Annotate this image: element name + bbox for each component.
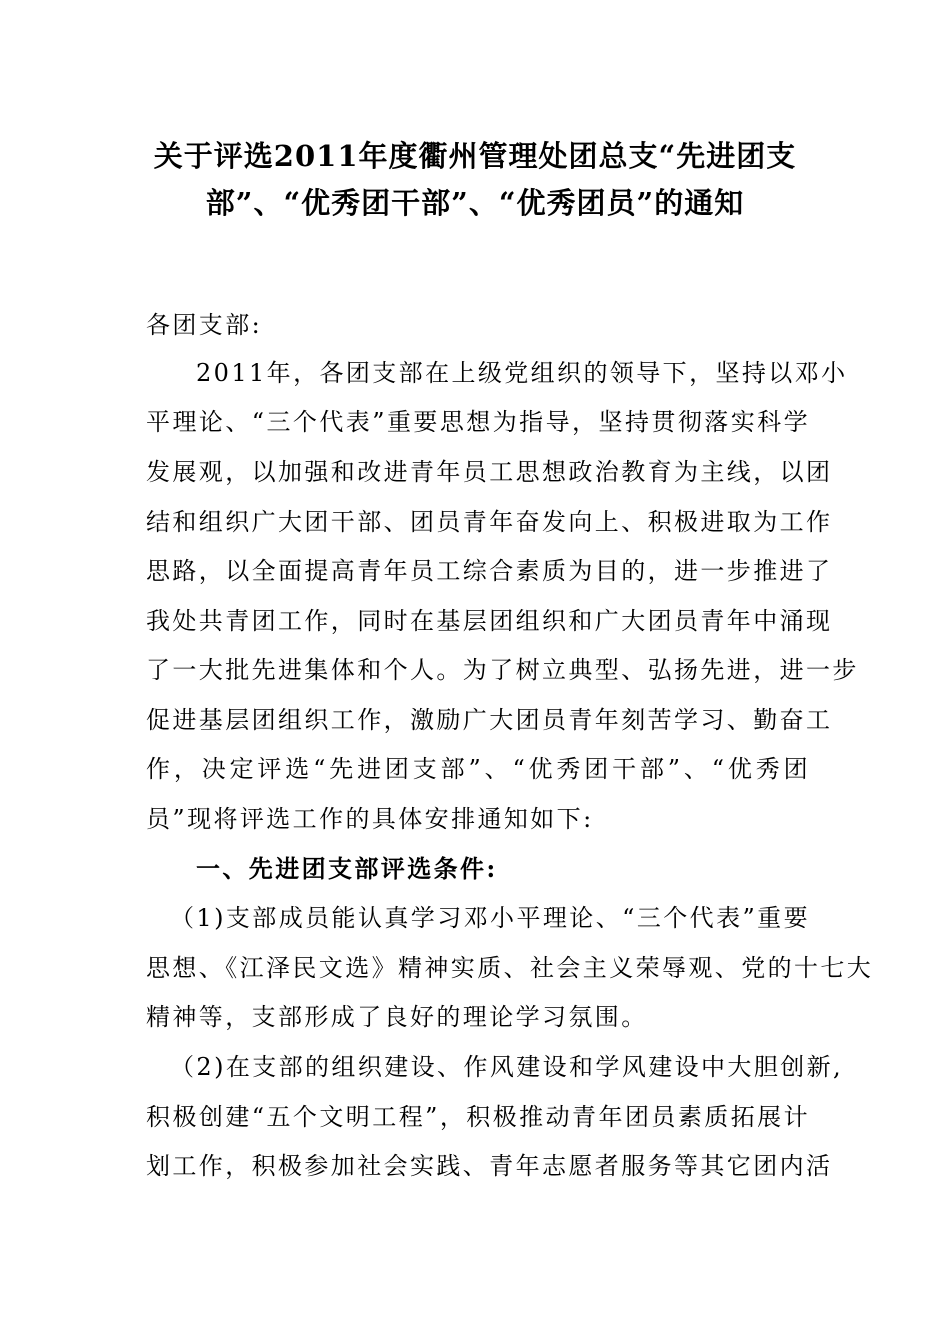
item-2-line-3: 划工作，积极参加社会实践、青年志愿者服务等其它团内活 [146, 1152, 833, 1180]
intro-line-6: 我处共青团工作，同时在基层团组织和广大团员青年中涌现 [146, 607, 833, 635]
intro-line-5: 思路，以全面提高青年员工综合素质为目的，进一步推进了 [146, 557, 833, 585]
item-2-line-2: 积极创建“五个文明工程”，积极推动青年团员素质拓展计 [146, 1103, 810, 1131]
intro-line-8: 促进基层团组织工作，激励广大团员青年刻苦学习、勤奋工 [146, 706, 833, 734]
intro-line-10: 员”现将评选工作的具体安排通知如下: [146, 805, 594, 833]
intro-line-9: 作，决定评选“先进团支部”、“优秀团干部”、“优秀团 [146, 755, 810, 783]
title-line-2: 部”、“优秀团干部”、“优秀团员”的通知 [205, 186, 745, 220]
intro-line-4: 结和组织广大团干部、团员青年奋发向上、积极进取为工作 [146, 508, 833, 536]
salutation: 各团支部: [146, 311, 263, 339]
item-2-line-1: （2)在支部的组织建设、作风建设和学风建设中大胆创新, [170, 1053, 844, 1081]
title-line-1: 关于评选2011年度衢州管理处团总支“先进团支 [153, 139, 797, 173]
intro-line-7: 了一大批先进集体和个人。为了树立典型、弘扬先进，进一步 [146, 656, 859, 684]
item-1-line-3: 精神等，支部形成了良好的理论学习氛围。 [146, 1003, 648, 1031]
intro-line-2: 平理论、“三个代表”重要思想为指导，坚持贯彻落实科学 [146, 408, 810, 436]
intro-line-3: 发展观，以加强和改进青年员工思想政治教育为主线，以团 [146, 458, 833, 486]
section-1-heading: 一、先进团支部评选条件: [196, 854, 498, 883]
intro-line-1: 2011年，各团支部在上级党组织的领导下，坚持以邓小 [196, 359, 848, 387]
item-1-line-1: （1)支部成员能认真学习邓小平理论、“三个代表”重要 [170, 904, 810, 932]
item-1-line-2: 思想、《江泽民文选》精神实质、社会主义荣辱观、党的十七大 [146, 954, 874, 982]
